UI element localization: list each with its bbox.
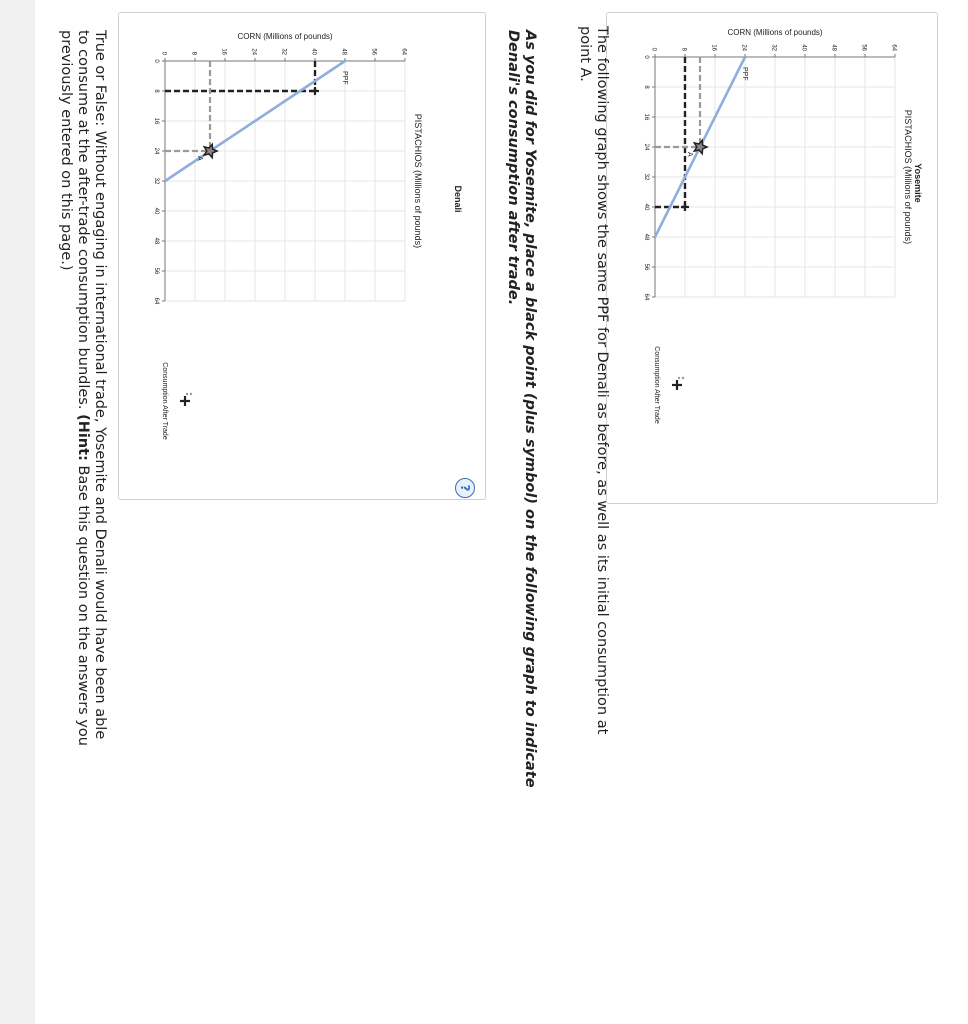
help-icon[interactable]: ? bbox=[455, 478, 475, 498]
y-axis-label: PISTACHIOS (Millions of pounds) bbox=[413, 113, 423, 249]
y-tick-label: 40 bbox=[310, 48, 317, 55]
x-axis-label: CORN (Millions of pounds) bbox=[727, 28, 823, 37]
y-tick-label: 40 bbox=[800, 44, 807, 51]
y-tick-label: 48 bbox=[830, 44, 837, 51]
x-tick-label: 64 bbox=[643, 293, 649, 301]
x-tick-label: 48 bbox=[643, 233, 649, 241]
x-tick-label: 32 bbox=[643, 173, 649, 181]
x-tick-label: 0 bbox=[153, 59, 159, 63]
point-a-label: A bbox=[686, 152, 693, 157]
legend-label: Consumption After Trade bbox=[161, 362, 168, 440]
instruction-line-1: As you did for Yosemite, place a black point (plus symbol) on the following graph to indicate bbox=[522, 30, 538, 788]
legend-plus-icon bbox=[180, 396, 190, 406]
legend-dot bbox=[190, 393, 192, 395]
intro-line-2: point A. bbox=[577, 26, 593, 82]
yosemite-graph[interactable] bbox=[607, 13, 937, 503]
ppf-label: PPF bbox=[341, 71, 348, 85]
ppf-label: PPF bbox=[741, 67, 748, 81]
legend-plus-icon bbox=[672, 380, 682, 390]
y-tick-label: 0 bbox=[650, 47, 657, 51]
true-false-question bbox=[57, 30, 108, 746]
intro-text bbox=[576, 26, 610, 734]
x-axis-label: CORN (Millions of pounds) bbox=[237, 32, 333, 41]
legend-dot bbox=[682, 377, 684, 379]
y-tick-label: 8 bbox=[190, 51, 197, 55]
x-tick-label: 8 bbox=[153, 89, 159, 93]
y-tick-label: 32 bbox=[280, 48, 287, 55]
y-tick-label: 32 bbox=[770, 44, 777, 51]
legend-label: Consumption After Trade bbox=[653, 346, 660, 424]
y-tick-label: 24 bbox=[250, 48, 257, 55]
x-tick-label: 24 bbox=[643, 143, 649, 151]
x-tick-label: 8 bbox=[643, 85, 649, 89]
y-tick-label: 0 bbox=[160, 51, 167, 55]
y-tick-label: 16 bbox=[710, 44, 717, 51]
point-a-label: A bbox=[196, 156, 203, 161]
intro-line-1: The following graph shows the same PPF for Denali as before, as well as its initial consumption at bbox=[594, 26, 610, 735]
y-tick-label: 64 bbox=[400, 48, 407, 55]
denali-graph[interactable] bbox=[119, 13, 485, 499]
y-axis-label: PISTACHIOS (Millions of pounds) bbox=[903, 109, 913, 245]
x-tick-label: 40 bbox=[153, 207, 159, 215]
hint-label: Hint: bbox=[75, 420, 91, 461]
x-tick-label: 16 bbox=[643, 113, 649, 121]
tf-line-1: True or False: Without engaging in international trade, Yosemite and Denali would have been able bbox=[92, 30, 108, 740]
x-tick-label: 16 bbox=[153, 117, 159, 125]
graph-title: Denali bbox=[453, 185, 463, 213]
denali-graph-panel bbox=[118, 12, 486, 500]
x-tick-label: 40 bbox=[643, 203, 649, 211]
tf-open-paren: ( bbox=[75, 414, 91, 421]
y-tick-label: 64 bbox=[890, 44, 897, 51]
y-tick-label: 8 bbox=[680, 47, 687, 51]
y-tick-label: 24 bbox=[740, 44, 747, 51]
yosemite-graph-panel bbox=[606, 12, 938, 504]
x-tick-label: 56 bbox=[643, 263, 649, 271]
x-tick-label: 0 bbox=[643, 55, 649, 59]
page-left-bar bbox=[0, 0, 35, 1024]
x-tick-label: 24 bbox=[153, 147, 159, 155]
x-tick-label: 56 bbox=[153, 267, 159, 275]
y-tick-label: 56 bbox=[370, 48, 377, 55]
instruction-text bbox=[504, 30, 538, 788]
x-tick-label: 32 bbox=[153, 177, 159, 185]
instruction-line-2: Denali's consumption after trade. bbox=[505, 30, 521, 306]
y-tick-label: 48 bbox=[340, 48, 347, 55]
y-tick-label: 56 bbox=[860, 44, 867, 51]
after-trade-point bbox=[311, 87, 319, 95]
graph-title: Yosemite bbox=[913, 163, 923, 203]
x-tick-label: 64 bbox=[153, 297, 159, 305]
legend-dot bbox=[678, 377, 680, 379]
legend-dot bbox=[186, 393, 188, 395]
tf-line-2: to consume at the after-trade consumption bundles. (Hint: Base this question on the answers you bbox=[75, 30, 91, 746]
tf-line-3: previously entered on this page.) bbox=[58, 30, 74, 271]
y-tick-label: 16 bbox=[220, 48, 227, 55]
x-tick-label: 48 bbox=[153, 237, 159, 245]
after-trade-point bbox=[681, 203, 689, 211]
